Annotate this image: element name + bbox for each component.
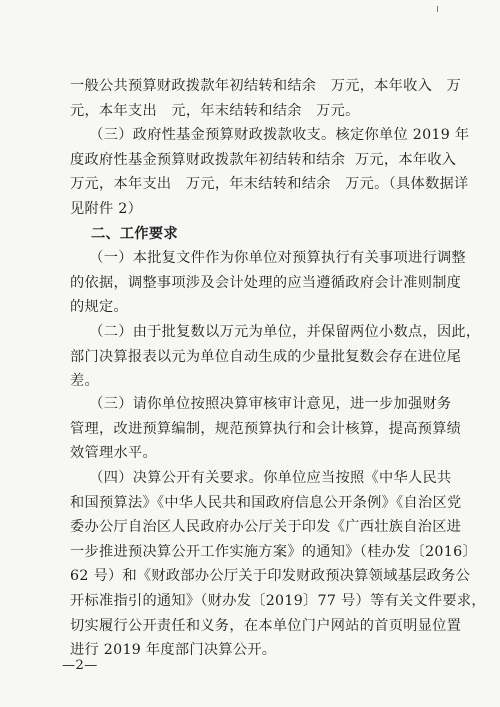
text-line: 管理，改进预算编制，规范预算执行和会计核算，提高预算绩 [70,420,462,437]
text-line: 元，本年支出 元，年末结转和结余 万元。 [70,102,360,119]
text-line: 万元，本年支出 万元，年末结转和结余 万元。（具体数据详 [70,176,469,193]
text-line: （四）决算公开有关要求。你单位应当按照《中华人民共 [70,470,452,486]
text-line: 委办公厅自治区人民政府办公厅关于印发《广西壮族自治区进 [70,519,462,536]
text-line: （三）政府性基金预算财政拨款收支。核定你单位 2019 年 [70,127,470,143]
text-line: 度政府性基金预算财政拨款年初结转和结余 万元，本年收入 [70,151,457,168]
paragraph-item-3 [70,392,462,466]
section-heading [70,222,442,247]
text-line: 一般公共预算财政拨款年初结转和结余 万元，本年收入 万 [70,78,462,94]
paragraph-general-budget [70,74,462,123]
text-line: 见附件 2） [70,200,143,217]
text-line: 部门决算报表以元为单位自动生成的少量批复数会存在进位尾 [70,348,462,365]
paragraph-item-1 [70,246,466,320]
text-line: 一步推进预决算公开工作实施方案》的通知》（桂办发〔2016〕 [70,543,477,560]
text-line: 62 号）和《财政部办公厅关于印发财政预决算领域基层政务公 [70,568,471,585]
text-line: （三）请你单位按照决算审核审计意见，进一步加强财务 [70,396,452,412]
text-line: 开标准指引的通知》（财办发〔2019〕77 号）等有关文件要求， [70,592,486,609]
text-line: 的依据，调整事项涉及会计处理的应当遵循政府会计准则制度 [70,274,462,291]
paragraph-fund-budget [70,123,470,221]
text-line: （二）由于批复数以万元为单位，并保留两位小数点，因此， [70,324,481,340]
page-number: —2— [62,658,98,673]
text-line: 的规定。 [70,299,128,316]
paragraph-item-4 [70,466,486,663]
text-line: 效管理水平。 [70,445,157,462]
text-line: 差。 [70,373,99,390]
text-line: 进行 2019 年度部门决算公开。 [70,642,277,659]
text-line: （一）本批复文件作为你单位对预算执行有关事项进行调整 [70,250,466,266]
paragraph-item-2 [70,320,481,394]
text-line: 和国预算法》《中华人民共和国政府信息公开条例》《自治区党 [70,494,462,511]
heading-text: 二、工作要求 [70,226,178,242]
text-line: 切实履行公开责任和义务，在本单位门户网站的首页明显位置 [70,617,462,634]
page-edge-mark [437,6,438,12]
